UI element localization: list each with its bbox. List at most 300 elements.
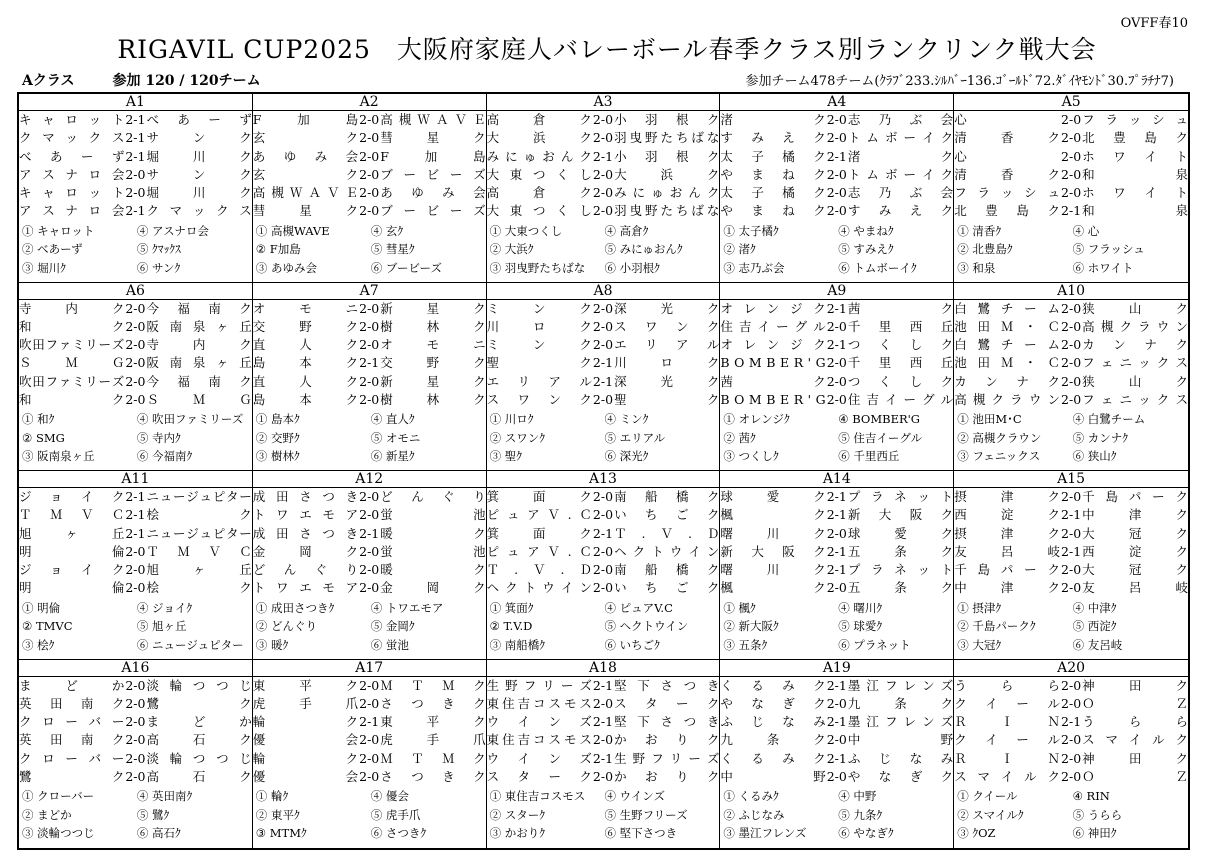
team-left: ヘ ク ト ウ イ ン [486, 580, 592, 596]
match-score: 2-1 [826, 543, 847, 559]
team-left: 東 住 吉 コ ス モ ス [486, 695, 592, 711]
match-row [720, 111, 953, 129]
rank-entry: ③ 淡輪つつじ [22, 826, 95, 841]
team-right: 今 福 南 ク [146, 300, 252, 316]
team-right: プ ラ ネ ッ ト [847, 489, 954, 504]
team-right: 新 星 ク [380, 300, 486, 316]
rank-entry: ④ アスナロ会 [136, 223, 209, 238]
rank-entry: ③ あゆみ会 [255, 260, 317, 275]
match-row [19, 202, 252, 220]
team-left: 友 呂 岐 [954, 543, 1061, 559]
match-score: 2-0 [359, 130, 380, 146]
match-score: 2-0 [359, 148, 380, 164]
match-score: 2-0 [359, 337, 380, 353]
team-right: 鷺 ク [146, 695, 252, 711]
match-score: 2-0 [826, 203, 847, 219]
block-a5 [954, 94, 1188, 283]
team-left: 西 淀 ク [954, 507, 1061, 523]
rank-entry: ⑥ 高石ｸ [136, 826, 181, 841]
match-row [954, 148, 1188, 166]
match-row [720, 184, 953, 202]
team-left: べ あ ー ず [19, 148, 125, 164]
team-right: 暖 ク [380, 525, 486, 541]
match-row [954, 750, 1188, 768]
match-row [253, 750, 486, 768]
block-title: A17 [253, 660, 486, 677]
match-score: 2-0 [359, 580, 380, 596]
block-a15 [954, 471, 1188, 660]
match-score: 2-1 [592, 677, 614, 693]
match-row [19, 525, 252, 543]
rank-entry: ② 大浜ｸ [489, 242, 534, 257]
team-right: プ ラ ネ ッ ト [847, 562, 954, 578]
team-right: ト ム ボ ー イ ク [847, 130, 954, 146]
team-left: 高 槻 Ｗ Ａ Ｖ Ｅ [252, 185, 359, 201]
rank-entry: ③ 堀川ｸ [22, 260, 66, 275]
team-right: 淡 輪 つ つ じ [146, 750, 252, 766]
team-left: 寺 内 ク [19, 300, 125, 316]
rank-entry: ⑤ オモニ [370, 430, 421, 445]
team-left: 聖 ク [486, 355, 592, 371]
team-right: 生 野 フ リ ー ズ [614, 750, 720, 766]
rank-entry: ⑤ エリアル [604, 430, 666, 445]
match-row [19, 300, 252, 318]
team-left: 摂 津 ク [954, 489, 1061, 504]
team-right: 高 槻 Ｗ Ａ Ｖ Ｅ [380, 112, 486, 127]
block-a3 [487, 94, 721, 283]
match-row [720, 731, 953, 749]
match-score: 2-0 [1061, 112, 1082, 127]
block-title: A9 [720, 283, 953, 300]
match-score: 2-0 [1061, 148, 1082, 164]
match-row [954, 336, 1188, 354]
team-left: エ リ ア ル [486, 373, 592, 389]
block-title: A6 [19, 283, 252, 300]
team-right: サ ン ク [146, 130, 252, 146]
team-right: 墨 江 フ レ ン ズ [847, 677, 954, 693]
match-row [19, 731, 252, 749]
match-row [954, 354, 1188, 372]
match-row [720, 300, 953, 318]
match-row [487, 543, 720, 561]
match-score: 2-0 [1061, 768, 1082, 784]
match-score: 2-0 [359, 543, 380, 559]
match-score: 2-0 [592, 130, 614, 146]
block-a19 [720, 660, 954, 849]
rank-entry: ⑤ フラッシュ [1072, 242, 1145, 257]
rank-entry: ① 楓ｸ [723, 600, 756, 615]
ranking-list [720, 222, 953, 278]
match-row [19, 561, 252, 579]
match-row [954, 202, 1188, 220]
team-right: 志 乃 ぶ 会 [847, 112, 954, 127]
team-right: 中 津 ク [1082, 507, 1188, 523]
team-right: か お り ク [614, 732, 720, 748]
match-score: 2-0 [592, 562, 614, 578]
rank-entry: ② TMVC [22, 619, 73, 634]
match-row [720, 695, 953, 713]
match-score: 2-0 [125, 580, 146, 596]
match-score: 2-0 [359, 768, 380, 784]
match-score: 2-1 [826, 489, 847, 504]
match-row [253, 488, 486, 506]
class-label: Aクラス [22, 73, 75, 89]
match-row [253, 184, 486, 202]
block-a1 [19, 94, 253, 283]
document-code: OVFF春10 [1120, 16, 1188, 31]
match-score: 2-0 [1061, 750, 1082, 766]
match-score: 2-0 [1061, 677, 1082, 693]
team-right: 小 羽 根 ク [614, 112, 720, 127]
match-score: 2-0 [125, 714, 146, 730]
team-right: 阪 南 泉 ヶ 丘 [146, 318, 252, 334]
team-right: 南 船 橋 ク [614, 562, 720, 578]
match-score: 2-1 [592, 373, 614, 389]
entry-count: 参加 120 / 120チーム [112, 73, 261, 89]
team-right: Ｔ Ｍ Ｖ Ｃ [146, 543, 252, 559]
team-left: B O M B E R ' G [720, 391, 826, 407]
match-score: 2-0 [359, 507, 380, 523]
match-row [720, 677, 953, 695]
match-score: 2-1 [125, 489, 146, 504]
match-score: 2-0 [359, 750, 380, 766]
team-left: Ｒ Ｉ Ｎ [954, 750, 1061, 766]
team-left: 曙 川 ク [720, 562, 826, 578]
team-right: 志 乃 ぶ 会 [847, 185, 954, 201]
rank-entry: ① 成田さつきｸ [255, 600, 335, 615]
match-row [253, 318, 486, 336]
team-right: 樹 林 ク [380, 318, 486, 334]
match-score: 2-0 [359, 373, 380, 389]
match-score: 2-0 [125, 768, 146, 784]
match-row [253, 543, 486, 561]
match-score: 2-0 [125, 562, 146, 578]
team-left: ス ワ ン ク [486, 391, 592, 407]
match-row [253, 373, 486, 391]
team-left: ス マ イ ル ク [954, 768, 1061, 784]
match-score: 2-0 [826, 318, 847, 334]
team-right: 新 大 阪 ク [847, 507, 954, 523]
match-score: 2-0 [826, 391, 847, 407]
match-score: 2-0 [1061, 185, 1082, 201]
team-right: 堅 下 さ つ き [614, 677, 720, 693]
team-right: ブ ー ビ ー ズ [380, 166, 486, 182]
match-score: 2-0 [1061, 562, 1082, 578]
match-row [954, 111, 1188, 129]
match-score: 2-1 [826, 562, 847, 578]
rank-entry: ⑤ 彗星ｸ [370, 242, 415, 257]
match-score: 2-1 [826, 750, 847, 766]
match-score: 2-0 [826, 525, 847, 541]
rank-entry: ② スマイルｸ [957, 807, 1024, 822]
team-right: 暖 ク [380, 562, 486, 578]
team-right: フ ラ ッ シ ュ [1082, 112, 1188, 127]
match-row [487, 373, 720, 391]
rank-entry: ⑥ ブービーズ [370, 260, 442, 275]
match-row [253, 561, 486, 579]
match-row [253, 111, 486, 129]
match-row [487, 579, 720, 597]
team-left: ピ ュ ア Ｖ . Ｃ [486, 507, 592, 523]
team-left: 直 人 ク [252, 337, 359, 353]
team-right: か お り ク [614, 768, 720, 784]
match-row [720, 148, 953, 166]
match-row [487, 166, 720, 184]
rank-entry: ⑥ 千里西丘 [838, 449, 900, 464]
match-row [720, 202, 953, 220]
team-left: Ｓ Ｍ Ｇ [19, 355, 125, 371]
ranking-list [954, 222, 1188, 278]
team-left: 太 子 橘 ク [720, 185, 826, 201]
match-score: 2-0 [592, 543, 614, 559]
match-score: 2-0 [592, 732, 614, 748]
team-right: 東 平 ク [380, 714, 486, 730]
match-row [487, 506, 720, 524]
match-score: 2-0 [1061, 373, 1082, 389]
match-score: 2-0 [359, 166, 380, 182]
rank-entry: ② スターｸ [489, 807, 545, 822]
rank-entry: ⑤ 虎手爪 [370, 807, 421, 822]
team-left: ア ス ナ ロ 会 [19, 203, 125, 219]
team-left: 輪 ク [252, 714, 359, 730]
match-score: 2-0 [359, 695, 380, 711]
match-row [253, 202, 486, 220]
team-left: 白 鷺 チ ー ム [954, 300, 1061, 316]
class-info [22, 70, 299, 90]
match-row [19, 373, 252, 391]
block-a20 [954, 660, 1188, 849]
team-left: や ま ね ク [720, 203, 826, 219]
team-left: 楓 ク [720, 580, 826, 596]
match-row [954, 166, 1188, 184]
block-title: A1 [19, 94, 252, 111]
rank-entry: ① 大東つくし [489, 223, 563, 238]
match-row [19, 318, 252, 336]
team-left: 鷺 ク [19, 768, 125, 784]
team-left: 池 田 Ｍ ・ Ｃ [954, 318, 1061, 334]
match-score: 2-0 [359, 489, 380, 504]
team-left: ミ ン ク [486, 337, 592, 353]
rank-entry: ③ 阪南泉ヶ丘 [22, 449, 95, 464]
rank-entry: ① オレンジｸ [723, 412, 790, 427]
match-row [487, 713, 720, 731]
match-row [19, 166, 252, 184]
match-score: 2-0 [359, 185, 380, 201]
team-right: エ リ ア ル [614, 337, 720, 353]
team-left: 中 津 ク [954, 580, 1061, 596]
team-left: 虎 手 爪 [252, 695, 359, 711]
team-left: や な ぎ ク [720, 695, 826, 711]
match-score: 2-0 [592, 185, 614, 201]
match-score: 2-0 [125, 337, 146, 353]
match-score: 2-0 [592, 489, 614, 504]
block-a4 [720, 94, 954, 283]
team-right: ど ん ぐ り [380, 489, 486, 504]
team-right: ま ど か [146, 714, 252, 730]
team-left: キ ャ ロ ッ ト [19, 112, 125, 127]
team-right: 川 ロ ク [614, 355, 720, 371]
team-right: 虎 手 爪 [380, 732, 486, 748]
match-score: 2-1 [359, 714, 380, 730]
match-row [720, 129, 953, 147]
ranking-list [954, 599, 1188, 655]
team-right: 和 泉 [1082, 166, 1188, 182]
team-left: 清 香 ク [954, 166, 1061, 182]
team-right: 深 光 ク [614, 373, 720, 389]
match-score: 2-0 [1061, 130, 1082, 146]
rank-entry: ④ やまねｸ [838, 223, 894, 238]
match-row [720, 354, 953, 372]
rank-entry: ⑥ 堅下さつき [604, 826, 678, 841]
team-left: ト ワ エ モ ア [252, 580, 359, 596]
ranking-list [954, 410, 1188, 466]
team-right: 大 浜 ク [614, 166, 720, 182]
match-row [253, 354, 486, 372]
team-right: 寺 内 ク [146, 337, 252, 353]
rank-entry: ③ 聖ｸ [489, 449, 522, 464]
match-row [954, 579, 1188, 597]
team-left: 彗 星 ク [252, 203, 359, 219]
team-left: 吹 田 フ ァ ミ リ ー ズ [19, 373, 125, 389]
match-score: 2-1 [125, 130, 146, 146]
team-left: ど ん ぐ り [252, 562, 359, 578]
match-row [720, 768, 953, 786]
match-row [954, 525, 1188, 543]
rank-entry: ④ 心 [1072, 223, 1100, 238]
team-left: ジ ョ イ ク [19, 562, 125, 578]
block-a10 [954, 283, 1188, 472]
rank-entry: ③ ｸOZ [957, 826, 996, 841]
rank-entry: ② 茜ｸ [723, 430, 756, 445]
team-right: ス マ イ ル ク [1082, 732, 1188, 748]
match-row [253, 677, 486, 695]
rank-entry: ② SMG [22, 430, 65, 445]
team-right: い ち ご ク [614, 580, 720, 596]
match-score: 2-0 [1061, 300, 1082, 316]
rank-entry: ② ふじなみ [723, 807, 785, 822]
rank-entry: ④ ウインズ [604, 789, 665, 804]
team-right: う ら ら [1082, 714, 1188, 730]
team-right: や な ぎ ク [847, 768, 954, 784]
match-score: 2-0 [1061, 695, 1082, 711]
team-left: 高 倉 ク [486, 185, 592, 201]
team-right: 淡 輪 つ つ じ [146, 677, 252, 693]
rank-entry: ④ BOMBER'G [838, 412, 920, 427]
match-row [954, 731, 1188, 749]
block-a16 [19, 660, 253, 849]
match-score: 2-1 [826, 714, 847, 730]
match-row [487, 488, 720, 506]
block-title: A13 [487, 471, 720, 488]
match-row [954, 561, 1188, 579]
rank-entry: ① 和ｸ [22, 412, 55, 427]
match-row [253, 300, 486, 318]
rank-entry: ① くるみｸ [723, 789, 779, 804]
match-score: 2-0 [1061, 489, 1082, 504]
team-left: カ ン ナ ク [954, 373, 1061, 389]
team-left: B O M B E R ' G [720, 355, 826, 371]
rank-entry: ② べあーず [22, 242, 83, 257]
match-row [253, 336, 486, 354]
rank-entry: ⑤ すみえｸ [838, 242, 894, 257]
match-score: 2-0 [826, 166, 847, 182]
match-row [954, 184, 1188, 202]
match-row [720, 373, 953, 391]
match-row [720, 391, 953, 409]
team-left: 清 香 ク [954, 130, 1061, 146]
rank-entry: ④ ジョイｸ [136, 600, 193, 615]
team-left: 直 人 ク [252, 373, 359, 389]
rank-entry: ⑤ 金岡ｸ [370, 619, 415, 634]
team-right: 深 光 ク [614, 300, 720, 316]
block-title: A11 [19, 471, 252, 488]
team-right: 彗 星 ク [380, 130, 486, 146]
block-a18 [487, 660, 721, 849]
rank-entry: ⑥ やなぎｸ [838, 826, 894, 841]
rank-entry: ⑥ 蛍池 [370, 637, 409, 652]
team-right: F 加 島 [380, 148, 486, 164]
rank-entry: ② スワンｸ [489, 430, 545, 445]
match-row [487, 129, 720, 147]
team-left: ク イ ー ル [954, 732, 1061, 748]
match-score: 2-0 [1061, 318, 1082, 334]
team-left: 大 東 つ く し [486, 203, 592, 219]
match-row [253, 579, 486, 597]
team-right: 千 里 西 丘 [847, 355, 954, 371]
team-right: あ ゆ み 会 [380, 185, 486, 201]
team-left: 玄 ク [252, 166, 359, 182]
match-row [253, 713, 486, 731]
match-row [253, 695, 486, 713]
rank-entry: ③ 暖ｸ [255, 637, 289, 652]
rank-entry: ④ ミンｸ [604, 412, 649, 427]
team-right: ス タ ー ク [614, 695, 720, 711]
match-row [253, 506, 486, 524]
team-right: つ く し ク [847, 373, 954, 389]
team-left: 旭 ヶ 丘 [19, 525, 125, 541]
team-right: 千 里 西 丘 [847, 318, 954, 334]
team-left: 池 田 Ｍ ・ Ｃ [954, 355, 1061, 371]
rank-entry: ⑤ 球愛ｸ [838, 619, 883, 634]
rank-entry: ② F加島 [255, 242, 301, 257]
rank-entry: ⑤ 住吉イーグル [838, 430, 923, 445]
team-left: う ら ら [954, 677, 1061, 693]
match-score: 2-0 [826, 185, 847, 201]
team-left: ト ワ エ モ ア [252, 507, 359, 523]
match-score: 2-1 [1061, 543, 1082, 559]
rank-entry: ③ 和泉 [957, 260, 996, 275]
match-row [487, 184, 720, 202]
team-right: べ あ ー ず [146, 112, 252, 127]
rank-entry: ③ 大冠ｸ [957, 637, 1002, 652]
team-left: 成 田 さ つ き [252, 489, 359, 504]
match-row [954, 543, 1188, 561]
match-row [19, 391, 252, 409]
team-right: 墨 江 フ レ ン ズ [847, 714, 954, 730]
team-left: 島 本 ク [252, 355, 359, 371]
match-row [487, 561, 720, 579]
match-row [487, 677, 720, 695]
match-row [487, 731, 720, 749]
block-title: A7 [253, 283, 486, 300]
rank-entry: ④ 玄ｸ [370, 223, 404, 238]
match-row [720, 579, 953, 597]
rank-entry: ⑤ 生野フリーズ [604, 807, 688, 822]
rank-entry: ② どんぐり [255, 619, 317, 634]
rank-entry: ① 明倫 [22, 600, 61, 615]
team-left: や ま ね ク [720, 166, 826, 182]
match-row [19, 579, 252, 597]
